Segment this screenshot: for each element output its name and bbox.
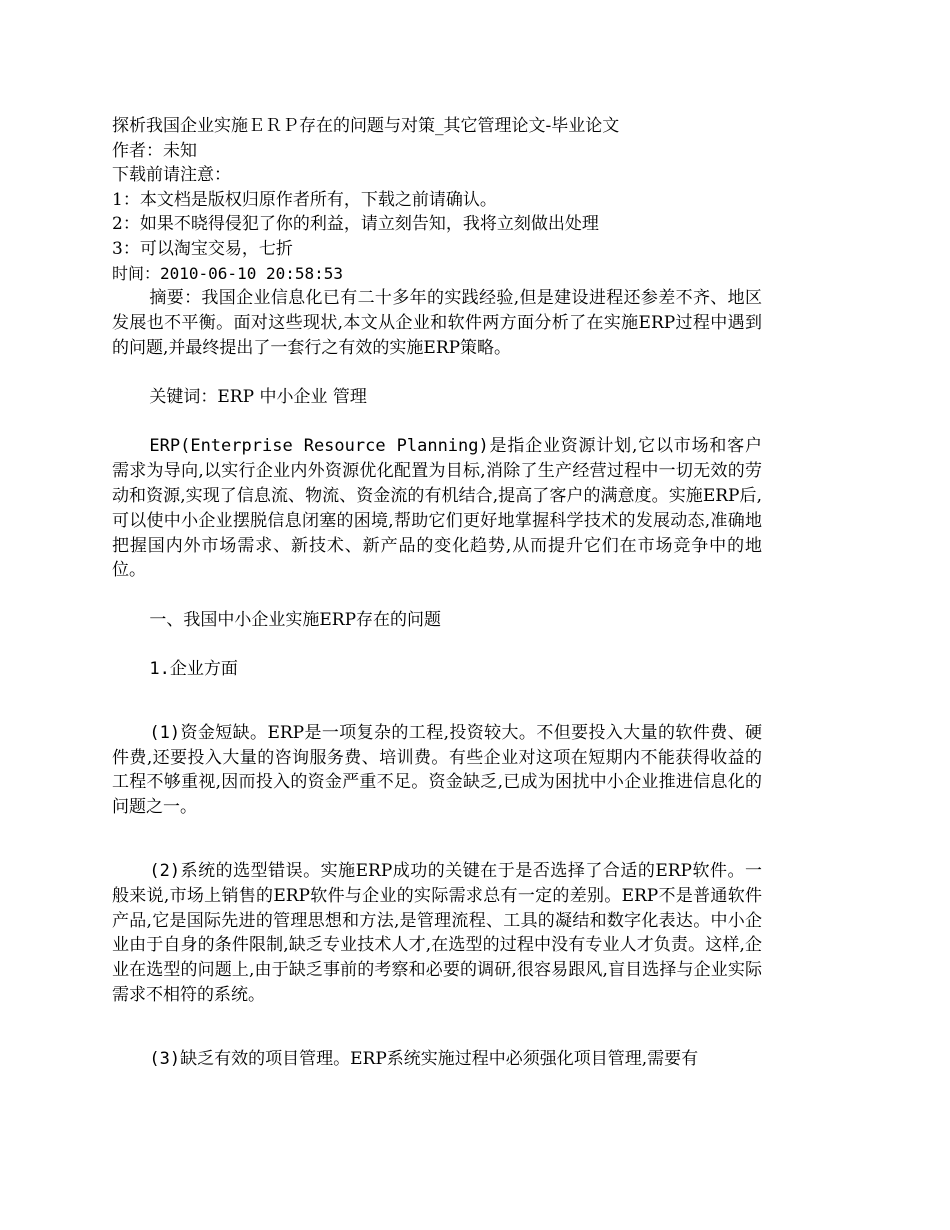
keywords-line: 关键词：ERP 中小企业 管理	[149, 386, 367, 407]
intro-text: 是指企业资源计划,它以市场和客户需求为导向,以实行企业内外资源优化配置为目标,消除了生产经营过程中一切无效的劳动和资源,实现了信息流、物流、资金流的有机结合,提高了客户的满意度。实施ERP后,可以使中小企业摆脱信息闭塞的困境,帮助它们更好地掌握科学技术的发展动态,准确地把握国内外市场需求、新技术、新产品的变化趋势,从而提升它们在市场竞争中的地位。	[112, 436, 762, 581]
intro-paragraph	[112, 434, 762, 583]
item-number-1: (1)	[149, 722, 181, 743]
item-number-2: (2)	[149, 860, 181, 881]
item-text-1: 资金短缺。ERP是一项复杂的工程,投资较大。不但要投入大量的软件费、硬件费,还要投入大量的咨询服务费、培训费。有些企业对这项在短期内不能获得收益的工程不够重视,因而投入的资金严重不足。资金缺乏,已成为困扰中小企业推进信息化的问题之一。	[112, 722, 762, 818]
erp-term: ERP(Enterprise Resource Planning)	[149, 436, 489, 457]
notice-heading: 下载前请注意：	[112, 165, 231, 186]
subsection-heading-1	[112, 657, 762, 682]
item-paragraph-2	[112, 859, 762, 1008]
section-heading-1: 一、我国中小企业实施ERP存在的问题	[149, 610, 442, 631]
item-paragraph-1	[112, 721, 762, 820]
document-page	[112, 114, 762, 1071]
notice-item-2: 2：如果不晓得侵犯了你的利益，请立刻告知，我将立刻做出处理	[112, 214, 599, 235]
subsection-number: 1.	[149, 658, 170, 679]
document-title: 探析我国企业实施ＥＲＰ存在的问题与对策_其它管理论文-毕业论文	[112, 116, 620, 136]
item-text-3: 缺乏有效的项目管理。ERP系统实施过程中必须强化项目管理,需要有	[180, 1048, 699, 1069]
item-text-2: 系统的选型错误。实施ERP成功的关键在于是否选择了合适的ERP软件。一般来说,市场上销售的ERP软件与企业的实际需求总有一定的差别。ERP不是普通软件产品,它是国际先进的管理思想和方法,是管理流程、工具的凝结和数字化表达。中小企业由于自身的条件限制,缺乏专业技术人才,在选型的过程中没有专业人才负责。这样,企业在选型的问题上,由于缺乏事前的考察和必要的调研,很容易跟风,盲目选择与企业实际需求不相符的系统。	[112, 860, 762, 1005]
timestamp-line: 时间：2010-06-10 20:58:53	[112, 263, 344, 283]
item-number-3: (3)	[149, 1048, 181, 1069]
abstract-paragraph: 摘要：我国企业信息化已有二十多年的实践经验,但是建设进程还参差不齐、地区发展也不平衡。面对这些现状,本文从企业和软件两方面分析了在实施ERP过程中遇到的问题,并最终提出了一套行之有效的实施ERP策略。	[112, 288, 762, 358]
subsection-title: 企业方面	[169, 658, 238, 679]
item-paragraph-3	[112, 1047, 762, 1072]
notice-item-3: 3：可以淘宝交易，七折	[112, 238, 293, 259]
author-line: 作者：未知	[112, 140, 197, 161]
notice-item-1: 1：本文档是版权归原作者所有，下载之前请确认。	[112, 189, 497, 210]
